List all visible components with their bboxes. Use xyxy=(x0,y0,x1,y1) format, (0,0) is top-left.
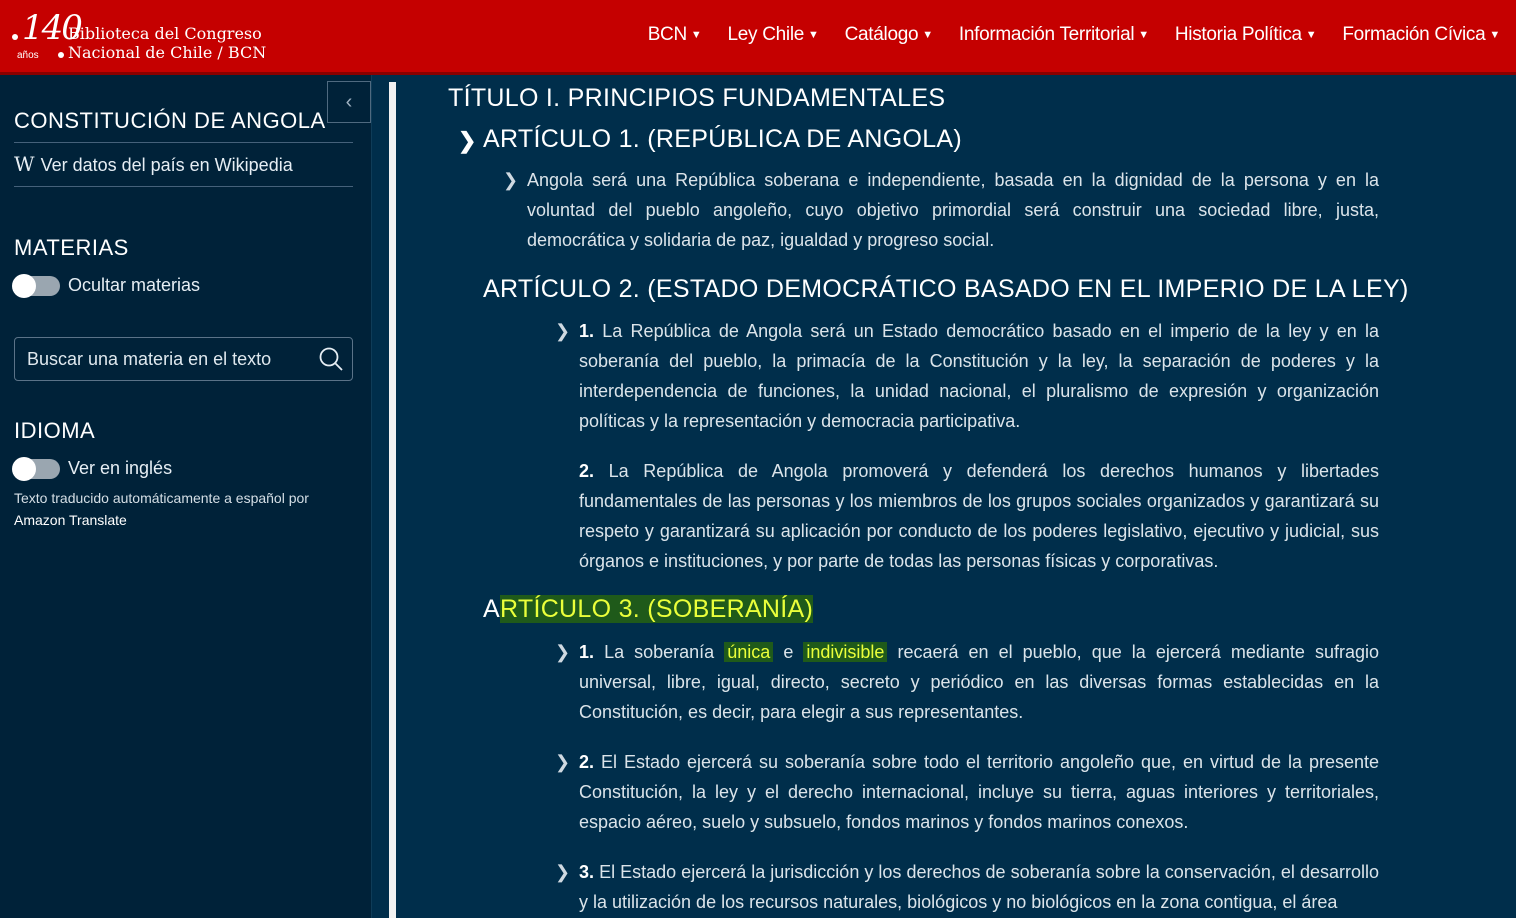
paragraph-text: Angola será una República soberana e independiente, basada en la dignidad de la persona y en la voluntad del pueblo angoleño, cuyo objetivo primordial será construir una sociedad libre, justa, democrática y solidaria de paz, igualdad y progreso social. xyxy=(527,170,1379,250)
heading-text: A xyxy=(483,595,500,623)
caret-down-icon: ▼ xyxy=(1305,29,1317,41)
divider xyxy=(14,142,353,143)
paragraph-number: 1. xyxy=(579,321,595,341)
ver-en-ingles-label: Ver en inglés xyxy=(68,458,173,478)
articulo-3-heading[interactable] xyxy=(483,595,813,624)
paragraph-text: e xyxy=(783,642,794,662)
titulo-heading: TÍTULO I. PRINCIPIOS FUNDAMENTALES xyxy=(448,84,946,112)
panel-divider xyxy=(389,82,396,918)
nav-label: BCN xyxy=(647,24,687,45)
translation-note-text: Texto traducido automáticamente a español por xyxy=(14,490,309,506)
chevron-left-icon: ‹ xyxy=(345,90,353,113)
articulo-1-heading[interactable]: ARTÍCULO 1. (REPÚBLICA DE ANGOLA) xyxy=(483,125,963,153)
nav-label: Historia Política xyxy=(1174,24,1302,45)
logo-line1: Biblioteca del Congreso xyxy=(68,24,262,43)
caret-down-icon: ▼ xyxy=(922,29,933,41)
wikipedia-link-label: Ver datos del país en Wikipedia xyxy=(40,155,293,175)
amazon-translate-label: Amazon Translate xyxy=(14,512,127,528)
nav-label: Formación Cívica xyxy=(1342,24,1486,45)
articulo-2-heading[interactable]: ARTÍCULO 2. (ESTADO DEMOCRÁTICO BASADO EN EL IMPERIO DE LA LEY) xyxy=(483,275,1409,303)
paragraph-number: 2. xyxy=(579,461,595,481)
nav-informacion-territorial[interactable] xyxy=(959,24,1149,46)
logo-anos: años xyxy=(17,50,39,61)
logo-number: 140 xyxy=(22,8,81,48)
highlighted-term[interactable]: única xyxy=(724,642,773,662)
translation-note xyxy=(14,487,354,531)
highlighted-heading-text: RTÍCULO 3. (SOBERANÍA) xyxy=(499,595,814,623)
nav-label: Ley Chile xyxy=(727,24,805,45)
paragraph-number: 2. xyxy=(579,752,595,772)
logo-dot xyxy=(58,52,64,58)
caret-down-icon: ▼ xyxy=(1138,29,1149,41)
paragraph-text: La República de Angola promoverá y defenderá los derechos humanos y libertades fundamentales de las personas y los miembros de los grupos sociales organizados y garantizará su respeto y garantizará su aplicación por conducto de los poderes legislativo, ejecutivo y judicial, sus órganos e instituciones, y por parte de todas las personas físicas y corporativas. xyxy=(579,461,1379,571)
paragraph-text: La República de Angola será un Estado democrático basado en el imperio de la ley y en la soberanía del pueblo, la primacía de la Constitución y la ley, la separación de poderes y la interdependencia de funciones, la unidad nacional, el pluralismo de expresión y organización políticas y la representación y democracia participativa. xyxy=(579,321,1379,431)
nav-label: Información Territorial xyxy=(958,24,1135,45)
nav-formacion-civica[interactable] xyxy=(1342,24,1500,46)
highlighted-term[interactable]: indivisible xyxy=(803,642,887,662)
constitution-content xyxy=(396,75,1516,918)
paragraph-number: 1. xyxy=(579,642,595,662)
nav-ley-chile[interactable] xyxy=(728,24,819,46)
nav-bcn[interactable] xyxy=(648,24,702,46)
caret-down-icon: ▼ xyxy=(1489,29,1500,41)
wikipedia-icon: W xyxy=(14,152,35,176)
paragraph-text: La soberanía xyxy=(604,642,715,662)
articulo-3-paragraph-1 xyxy=(555,637,1379,727)
ocultar-materias-toggle[interactable] xyxy=(14,276,60,296)
articulo-1-paragraph xyxy=(503,165,1379,255)
logo-line2: Nacional de Chile / BCN xyxy=(68,43,267,62)
paragraph-text: recaerá en el pueblo, que la ejercerá mediante sufragio universal, libre, igual, directo, secreto y periódico en las diversas formas establecidas en la Constitución, es decir, para elegir a sus representantes. xyxy=(579,642,1379,722)
ocultar-materias-label: Ocultar materias xyxy=(68,275,201,295)
articulo-2-paragraph-2 xyxy=(579,456,1379,576)
top-navbar xyxy=(0,0,1516,75)
sidebar xyxy=(0,75,372,918)
toggle-knob xyxy=(12,457,36,481)
chevron-right-icon[interactable]: ❯ xyxy=(555,862,571,882)
main-nav xyxy=(648,24,1500,46)
articulo-2-paragraph-1 xyxy=(555,316,1379,436)
chevron-right-icon[interactable]: ❯ xyxy=(555,321,571,341)
nav-catalogo[interactable] xyxy=(845,24,933,46)
sidebar-title: CONSTITUCIÓN DE ANGOLA xyxy=(14,108,326,133)
chevron-right-icon[interactable]: ❯ xyxy=(503,170,519,190)
paragraph-number: 3. xyxy=(579,862,595,882)
materias-title: MATERIAS xyxy=(14,235,129,260)
logo-dot xyxy=(12,34,18,40)
wikipedia-link[interactable] xyxy=(14,152,293,176)
nav-label: Catálogo xyxy=(844,24,919,45)
chevron-right-icon[interactable]: ❯ xyxy=(458,128,477,153)
bcn-logo[interactable] xyxy=(10,6,267,64)
articulo-3-paragraph-3 xyxy=(555,857,1379,917)
materia-search xyxy=(14,337,353,381)
articulo-3-paragraph-2 xyxy=(555,747,1379,837)
paragraph-text: El Estado ejercerá su soberanía sobre todo el territorio angoleño que, en virtud de la presente Constitución, la ley y el derecho internacional, incluye su tierra, aguas interiores y territoriales, espacio aéreo, suelo y subsuelo, fondos marinos y fondos marinos conexos. xyxy=(579,752,1379,832)
chevron-right-icon[interactable]: ❯ xyxy=(555,752,571,772)
paragraph-text: El Estado ejercerá la jurisdicción y los derechos de soberanía sobre la conservación, el desarrollo y la utilización de los recursos naturales, biológicos y no biológicos en la zona contigua, el área xyxy=(579,862,1379,912)
nav-historia-politica[interactable] xyxy=(1175,24,1316,46)
ver-en-ingles-toggle[interactable] xyxy=(14,459,60,479)
toggle-knob xyxy=(12,274,36,298)
materia-search-input[interactable] xyxy=(15,338,305,380)
search-icon[interactable] xyxy=(318,346,344,377)
divider xyxy=(14,186,353,187)
idioma-title: IDIOMA xyxy=(14,418,96,443)
collapse-sidebar-button[interactable] xyxy=(327,81,371,123)
chevron-right-icon[interactable]: ❯ xyxy=(555,642,571,662)
caret-down-icon: ▼ xyxy=(808,29,819,41)
caret-down-icon: ▼ xyxy=(690,29,702,41)
